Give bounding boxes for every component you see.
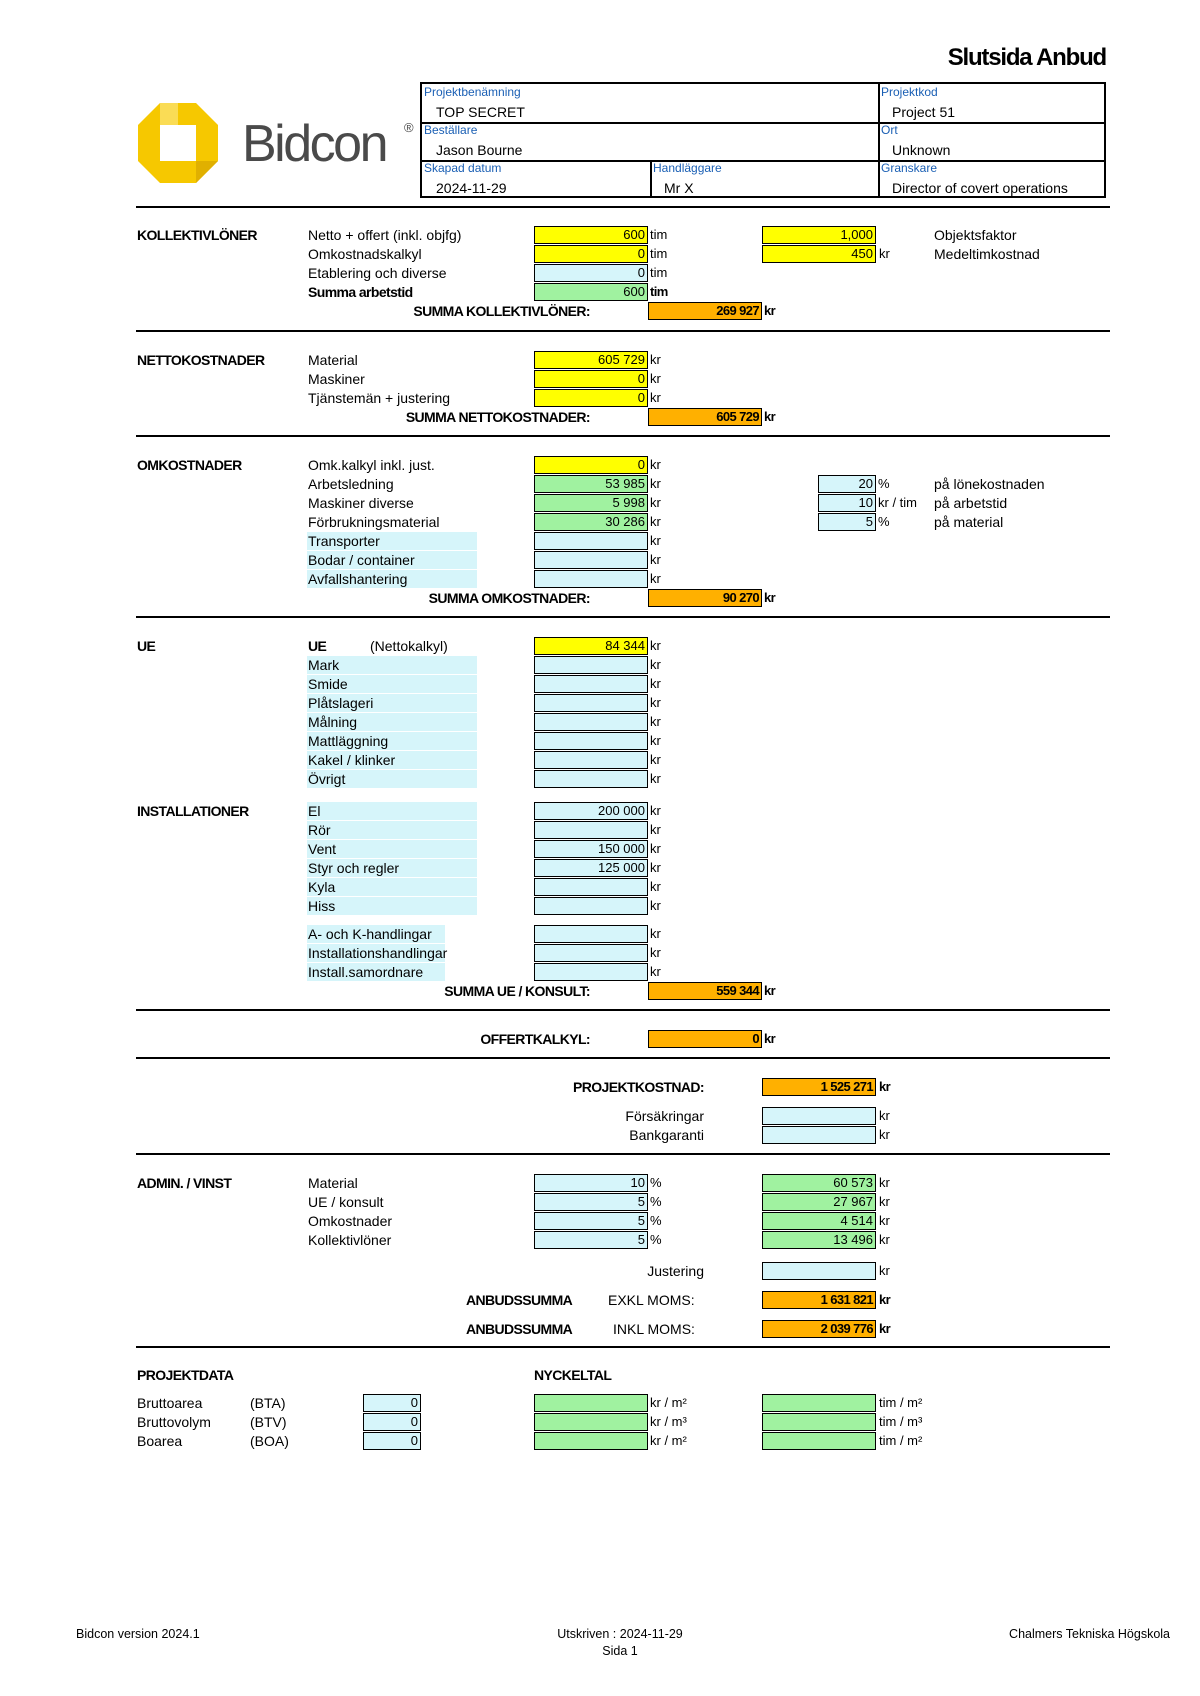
section-title-nyckeltal: NYCKELTAL xyxy=(534,1367,612,1383)
unit-label: kr xyxy=(764,1031,776,1046)
unit-label: tim xyxy=(650,227,668,242)
projektdata-label: Boarea xyxy=(137,1433,183,1449)
unit-label: tim xyxy=(650,265,668,280)
unit-label: % xyxy=(878,514,890,529)
nyckeltal-kr-cell xyxy=(534,1394,648,1412)
basis-label: på arbetstid xyxy=(934,495,1008,511)
admin-pct-cell[interactable]: 5 xyxy=(534,1231,648,1249)
inst-item-cell[interactable] xyxy=(534,897,648,915)
header-label-projektkod: Projektkod xyxy=(881,85,938,99)
unit-label: % xyxy=(650,1175,662,1190)
admin-pct-cell[interactable]: 5 xyxy=(534,1193,648,1211)
justering-cell[interactable] xyxy=(762,1262,876,1280)
value-cell[interactable] xyxy=(534,551,648,569)
anbudssumma-exkl-value: 1 631 821 xyxy=(762,1291,876,1309)
summa-ue-konsult-label: SUMMA UE / KONSULT: xyxy=(444,983,590,999)
medeltimkostnad-label: Medeltimkostnad xyxy=(934,246,1040,262)
ue-item-label: Mark xyxy=(308,657,340,673)
unit-label: tim xyxy=(650,284,668,299)
ue-item-cell[interactable] xyxy=(534,656,648,674)
header-label-handlaggare: Handläggare xyxy=(653,161,722,175)
footer-school: Chalmers Tekniska Högskola xyxy=(1009,1627,1170,1641)
unit-label: kr xyxy=(650,676,661,691)
divider xyxy=(136,1153,1110,1155)
ue-item-cell[interactable] xyxy=(534,732,648,750)
page-title: Slutsida Anbud xyxy=(947,44,1106,71)
unit-label: kr xyxy=(879,1232,890,1247)
basis-label: på lönekostnaden xyxy=(934,476,1045,492)
header-label-ort: Ort xyxy=(881,123,898,137)
unit-label: kr xyxy=(879,1321,891,1336)
divider xyxy=(136,206,1110,208)
value-cell[interactable]: 600 xyxy=(534,226,648,244)
admin-row-label: Omkostnader xyxy=(308,1213,393,1229)
summa-omkostnader-label: SUMMA OMKOSTNADER: xyxy=(428,590,590,606)
admin-pct-cell[interactable]: 5 xyxy=(534,1212,648,1230)
divider xyxy=(136,330,1110,332)
bidcon-logo-icon xyxy=(138,103,218,183)
projektdata-abbr: (BTA) xyxy=(250,1395,286,1411)
admin-row-label: UE / konsult xyxy=(308,1194,384,1210)
offertkalkyl-label: OFFERTKALKYL: xyxy=(480,1031,590,1047)
handling-label: A- och K-handlingar xyxy=(308,926,432,942)
row-label: Omk.kalkyl inkl. just. xyxy=(308,457,435,473)
summa-nettokostnader-value: 605 729 xyxy=(648,408,762,426)
objektsfaktor-label: Objektsfaktor xyxy=(934,227,1017,243)
bankgaranti-label: Bankgaranti xyxy=(629,1127,704,1143)
row-label: Transporter xyxy=(308,533,380,549)
handling-cell[interactable] xyxy=(534,944,648,962)
handling-cell[interactable] xyxy=(534,963,648,981)
section-title-kollektivloner: KOLLEKTIVLÖNER xyxy=(137,227,257,243)
ue-item-cell[interactable] xyxy=(534,675,648,693)
unit-label: kr xyxy=(650,771,661,786)
unit-label: kr / m² xyxy=(650,1433,687,1448)
anbudssumma-inkl-value: 2 039 776 xyxy=(762,1320,876,1338)
unit-label: % xyxy=(650,1213,662,1228)
row-label: Tjänstemän + justering xyxy=(308,390,451,406)
inst-item-cell[interactable]: 150 000 xyxy=(534,840,648,858)
row-label: Maskiner xyxy=(308,371,365,387)
unit-label: kr xyxy=(764,590,776,605)
value-cell[interactable]: 0 xyxy=(534,370,648,388)
inst-item-label: Hiss xyxy=(308,898,336,914)
projektkostnad-value: 1 525 271 xyxy=(762,1078,876,1096)
summa-nettokostnader-label: SUMMA NETTOKOSTNADER: xyxy=(405,409,590,425)
value-cell: 30 286 xyxy=(534,513,648,531)
admin-row-label: Material xyxy=(308,1175,358,1191)
row-label: Netto + offert (inkl. objfg) xyxy=(308,227,462,243)
row-label: Omkostnadskalkyl xyxy=(308,246,422,262)
unit-label: kr xyxy=(650,945,661,960)
projektdata-abbr: (BOA) xyxy=(250,1433,289,1449)
footer-version: Bidcon version 2024.1 xyxy=(76,1627,200,1641)
value-cell[interactable]: 0 xyxy=(534,245,648,263)
unit-label: kr xyxy=(650,695,661,710)
registered-mark: ® xyxy=(404,120,414,135)
header-value-handlaggare: Mr X xyxy=(664,180,694,196)
objektsfaktor-cell[interactable]: 1,000 xyxy=(762,226,876,244)
ue-item-label: Övrigt xyxy=(308,771,346,787)
handling-label: Installationshandlingar xyxy=(308,945,448,961)
unit-label: % xyxy=(650,1194,662,1209)
unit-label: kr xyxy=(650,803,661,818)
unit-label: kr xyxy=(879,1079,891,1094)
summa-ue-konsult-value: 559 344 xyxy=(648,982,762,1000)
offertkalkyl-value: 0 xyxy=(648,1030,762,1048)
divider xyxy=(136,1057,1110,1059)
divider xyxy=(136,435,1110,437)
inst-item-label: Rör xyxy=(308,822,331,838)
anbudssumma-inkl-label: INKL MOMS: xyxy=(613,1321,695,1337)
nyckeltal-tim-cell xyxy=(762,1432,876,1450)
projektdata-cell[interactable]: 0 xyxy=(363,1432,421,1450)
unit-label: kr xyxy=(650,552,661,567)
inst-item-cell[interactable]: 200 000 xyxy=(534,802,648,820)
row-label: Arbetsledning xyxy=(308,476,394,492)
unit-label: kr xyxy=(879,1194,890,1209)
anbudssumma-exkl-bold: ANBUDSSUMMA xyxy=(466,1292,573,1308)
unit-label: kr xyxy=(650,733,661,748)
bidcon-logo xyxy=(138,103,428,183)
summa-kollektivloner-value: 269 927 xyxy=(648,302,762,320)
unit-label: kr / m³ xyxy=(650,1414,687,1429)
anbudssumma-inkl-bold: ANBUDSSUMMA xyxy=(466,1321,573,1337)
label-highlight xyxy=(307,802,477,820)
unit-label: % xyxy=(650,1232,662,1247)
header-value-bestallare: Jason Bourne xyxy=(436,142,523,158)
unit-label: kr xyxy=(650,476,661,491)
unit-label: tim / m² xyxy=(879,1395,923,1410)
unit-label: kr xyxy=(650,841,661,856)
divider xyxy=(136,616,1110,618)
unit-label: kr xyxy=(650,495,661,510)
ue-netto-value: 84 344 xyxy=(534,637,648,655)
unit-label: tim / m³ xyxy=(879,1414,923,1429)
unit-label: kr xyxy=(764,983,776,998)
percent-cell[interactable]: 20 xyxy=(818,475,876,493)
row-label: Etablering och diverse xyxy=(308,265,447,281)
unit-label: kr xyxy=(764,303,776,318)
ue-item-cell[interactable] xyxy=(534,751,648,769)
unit-label: kr xyxy=(650,514,661,529)
unit-label: kr xyxy=(650,926,661,941)
handling-cell[interactable] xyxy=(534,925,648,943)
unit-label: kr xyxy=(879,1292,891,1307)
label-highlight xyxy=(307,821,477,839)
section-title-nettokostnader: NETTOKOSTNADER xyxy=(137,352,265,368)
projektdata-abbr: (BTV) xyxy=(250,1414,287,1430)
unit-label: kr xyxy=(764,409,776,424)
ue-item-label: Mattläggning xyxy=(308,733,389,749)
unit-label: kr xyxy=(650,457,661,472)
unit-label: kr xyxy=(650,898,661,913)
ue-item-cell[interactable] xyxy=(534,694,648,712)
projektdata-cell[interactable]: 0 xyxy=(363,1394,421,1412)
footer-sida: Sida 1 xyxy=(602,1644,638,1658)
nyckeltal-kr-cell xyxy=(534,1413,648,1431)
unit-label: kr xyxy=(879,1263,890,1278)
ue-item-label: Kakel / klinker xyxy=(308,752,396,768)
section-title-admin-vinst: ADMIN. / VINST xyxy=(137,1175,232,1191)
unit-label: kr xyxy=(650,352,661,367)
basis-label: på material xyxy=(934,514,1004,530)
projektdata-label: Bruttoarea xyxy=(137,1395,203,1411)
unit-label: kr / m² xyxy=(650,1395,687,1410)
inst-item-label: Vent xyxy=(308,841,337,857)
justering-label: Justering xyxy=(647,1263,704,1279)
unit-label: kr xyxy=(650,657,661,672)
unit-label: kr xyxy=(650,964,661,979)
unit-label: kr xyxy=(650,638,661,653)
unit-label: kr xyxy=(879,1175,890,1190)
header-value-projektkod: Project 51 xyxy=(892,104,956,120)
inst-item-label: El xyxy=(308,803,321,819)
header-value-projektbenamning: TOP SECRET xyxy=(436,104,525,120)
unit-label: kr xyxy=(650,714,661,729)
unit-label: kr xyxy=(650,533,661,548)
summa-kollektivloner-label: SUMMA KOLLEKTIVLÖNER: xyxy=(413,303,590,319)
inst-item-cell[interactable] xyxy=(534,821,648,839)
ue-item-label: Plåtslageri xyxy=(308,695,374,711)
unit-label: kr xyxy=(879,1108,890,1123)
unit-label: kr xyxy=(879,1213,890,1228)
row-label: Material xyxy=(308,352,358,368)
value-cell[interactable]: 605 729 xyxy=(534,351,648,369)
unit-label: % xyxy=(878,476,890,491)
header-value-skapad: 2024-11-29 xyxy=(436,180,507,196)
anbudssumma-exkl-label: EXKL MOMS: xyxy=(608,1292,695,1308)
ue-item-label: Smide xyxy=(308,676,348,692)
inst-item-cell[interactable] xyxy=(534,878,648,896)
admin-pct-cell[interactable]: 10 xyxy=(534,1174,648,1192)
header-table xyxy=(420,82,1106,198)
value-cell[interactable]: 0 xyxy=(534,456,648,474)
footer-utskriven: Utskriven : 2024-11-29 xyxy=(557,1627,683,1641)
value-cell[interactable] xyxy=(534,532,648,550)
ue-item-cell[interactable] xyxy=(534,770,648,788)
inst-item-label: Kyla xyxy=(308,879,336,895)
header-label-bestallare: Beställare xyxy=(424,123,478,137)
ue-item-label: Målning xyxy=(308,714,358,730)
header-label-skapad: Skapad datum xyxy=(424,161,502,175)
forsakringar-label: Försäkringar xyxy=(625,1108,704,1124)
row-label-summa-arbetstid: Summa arbetstid xyxy=(308,284,413,300)
admin-value-cell: 4 514 xyxy=(762,1212,876,1230)
row-label: Förbrukningsmaterial xyxy=(308,514,440,530)
value-cell: 5 998 xyxy=(534,494,648,512)
admin-row-label: Kollektivlöner xyxy=(308,1232,392,1248)
bankgaranti-cell[interactable] xyxy=(762,1126,876,1144)
row-label: Bodar / container xyxy=(308,552,415,568)
divider xyxy=(136,1346,1110,1348)
value-cell[interactable]: 0 xyxy=(534,264,648,282)
value-cell[interactable] xyxy=(534,570,648,588)
row-label: Maskiner diverse xyxy=(308,495,414,511)
admin-value-cell: 13 496 xyxy=(762,1231,876,1249)
projektdata-cell[interactable]: 0 xyxy=(363,1413,421,1431)
section-title-omkostnader: OMKOSTNADER xyxy=(137,457,242,473)
section-title-ue: UE xyxy=(137,638,156,654)
unit-label: kr xyxy=(650,879,661,894)
projektdata-label: Bruttovolym xyxy=(137,1414,211,1430)
unit-label: kr xyxy=(879,1127,890,1142)
percent-cell[interactable]: 10 xyxy=(818,494,876,512)
admin-value-cell: 27 967 xyxy=(762,1193,876,1211)
header-value-ort: Unknown xyxy=(892,142,951,158)
divider xyxy=(136,1009,1110,1011)
unit-label: kr / tim xyxy=(878,495,917,510)
admin-value-cell: 60 573 xyxy=(762,1174,876,1192)
section-title-projektdata: PROJEKTDATA xyxy=(137,1367,234,1383)
nyckeltal-kr-cell xyxy=(534,1432,648,1450)
unit-label: kr xyxy=(650,371,661,386)
header-label-projektbenamning: Projektbenämning xyxy=(424,85,521,99)
projektkostnad-label: PROJEKTKOSTNAD: xyxy=(572,1079,704,1095)
logo-text: Bidcon xyxy=(242,115,386,173)
unit-label: kr xyxy=(650,860,661,875)
nyckeltal-tim-cell xyxy=(762,1413,876,1431)
unit-label: kr xyxy=(650,752,661,767)
unit-label: tim / m² xyxy=(879,1433,923,1448)
inst-item-label: Styr och regler xyxy=(308,860,400,876)
value-cell: 600 xyxy=(534,283,648,301)
inst-item-cell[interactable]: 125 000 xyxy=(534,859,648,877)
unit-label: tim xyxy=(650,246,668,261)
nyckeltal-tim-cell xyxy=(762,1394,876,1412)
unit-label: kr xyxy=(650,390,661,405)
header-label-granskare: Granskare xyxy=(881,161,938,175)
ue-item-cell[interactable] xyxy=(534,713,648,731)
summa-omkostnader-value: 90 270 xyxy=(648,589,762,607)
unit-label: kr xyxy=(650,571,661,586)
unit-label: kr xyxy=(650,822,661,837)
section-title-installationer: INSTALLATIONER xyxy=(137,803,249,819)
handling-label: Install.samordnare xyxy=(308,964,424,980)
forsakringar-cell[interactable] xyxy=(762,1107,876,1125)
unit-label: kr xyxy=(879,246,890,261)
header-value-granskare: Director of covert operations xyxy=(892,180,1068,196)
ue-note: (Nettokalkyl) xyxy=(370,638,448,654)
percent-cell[interactable]: 5 xyxy=(818,513,876,531)
value-cell[interactable]: 0 xyxy=(534,389,648,407)
value-cell: 53 985 xyxy=(534,475,648,493)
medeltimkostnad-cell[interactable]: 450 xyxy=(762,245,876,263)
row-label: Avfallshantering xyxy=(308,571,408,587)
ue-subtitle: UE xyxy=(308,638,327,654)
